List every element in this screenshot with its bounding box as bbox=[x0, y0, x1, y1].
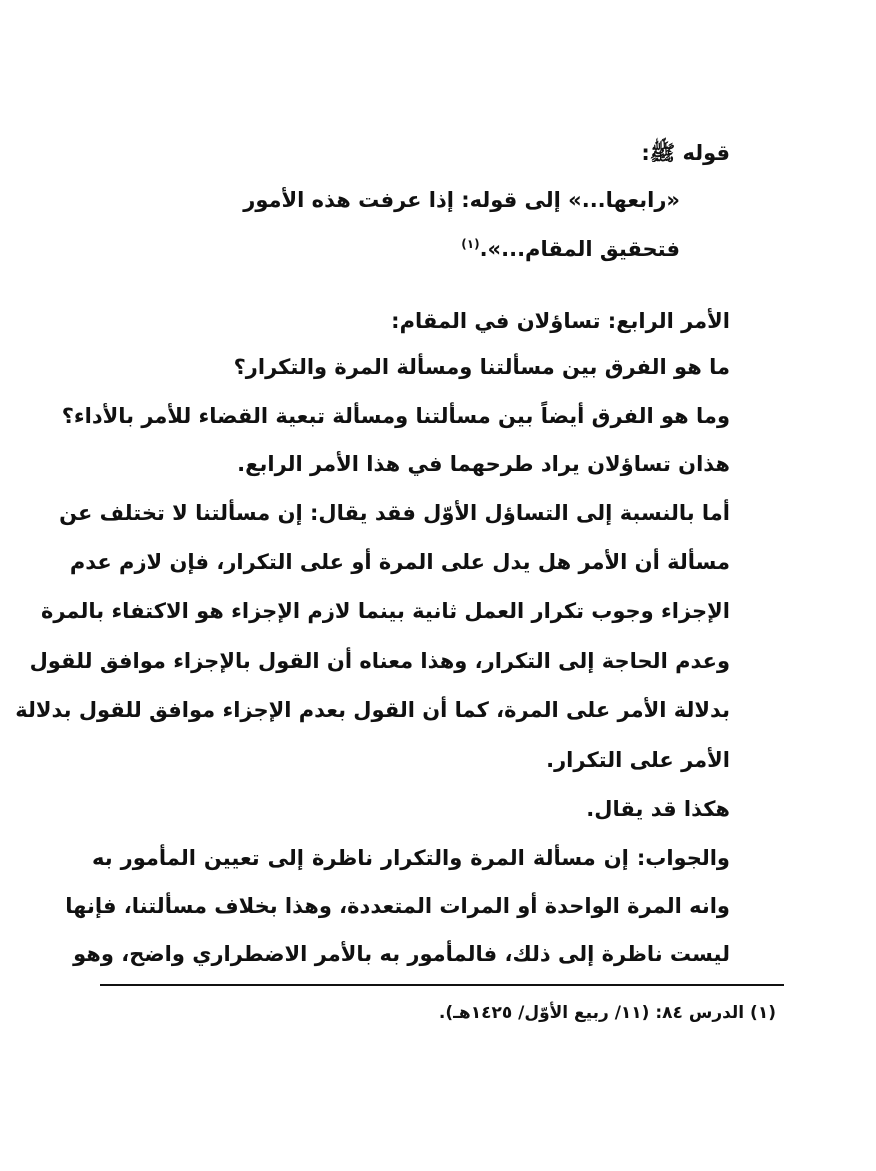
footnote-ref: (١) bbox=[461, 237, 480, 251]
para1-line-3: الإجزاء وجوب تكرار العمل ثانية بينما لازم الإجزاء هو الاكتفاء بالمرة bbox=[40, 599, 730, 623]
footnote: (١) الدرس ٨٤: (١١/ ربيع الأوّل/ ١٤٢٥هـ). bbox=[438, 1003, 776, 1023]
short-line: هكذا قد يقال. bbox=[586, 797, 730, 821]
quote-line-1: «رابعها...» إلى قوله: إذا عرفت هذه الأمور bbox=[243, 188, 680, 212]
intro-line: هذان تساؤلان يراد طرحهما في هذا الأمر الرابع. bbox=[237, 452, 730, 476]
para2-line-3: ليست ناظرة إلى ذلك، فالمأمور به بالأمر الاضطراري واضح، وهو bbox=[73, 942, 730, 966]
para2-line-1: والجواب: إن مسألة المرة والتكرار ناظرة إلى تعيين المأمور به bbox=[92, 846, 730, 870]
para1-line-2: مسألة أن الأمر هل يدل على المرة أو على التكرار، فإن لازم عدم bbox=[69, 550, 730, 574]
footnote-divider bbox=[100, 984, 784, 986]
para2-line-2: وانه المرة الواحدة أو المرات المتعددة، وهذا بخلاف مسألتنا، فإنها bbox=[65, 894, 730, 918]
para1-line-4: وعدم الحاجة إلى التكرار، وهذا معناه أن القول بالإجزاء موافق للقول bbox=[29, 649, 730, 673]
question-2: وما هو الفرق أيضاً بين مسألتنا ومسألة تبعية القضاء للأمر بالأداء؟ bbox=[61, 404, 730, 428]
question-1: ما هو الفرق بين مسألتنا ومسألة المرة والتكرار؟ bbox=[233, 355, 730, 379]
para1-line-1: أما بالنسبة إلى التساؤل الأوّل فقد يقال: إن مسألتنا لا تختلف عن bbox=[59, 501, 730, 525]
para1-line-5: بدلالة الأمر على المرة، كما أن القول بعدم الإجزاء موافق للقول بدلالة bbox=[15, 698, 730, 722]
para1-line-6: الأمر على التكرار. bbox=[546, 748, 730, 772]
quote-text: فتحقيق المقام...». bbox=[479, 237, 680, 261]
quote-line-2 bbox=[461, 224, 680, 264]
section-title: الأمر الرابع: تساؤلان في المقام: bbox=[391, 309, 730, 333]
heading: قوله ﷺ: bbox=[641, 141, 730, 165]
